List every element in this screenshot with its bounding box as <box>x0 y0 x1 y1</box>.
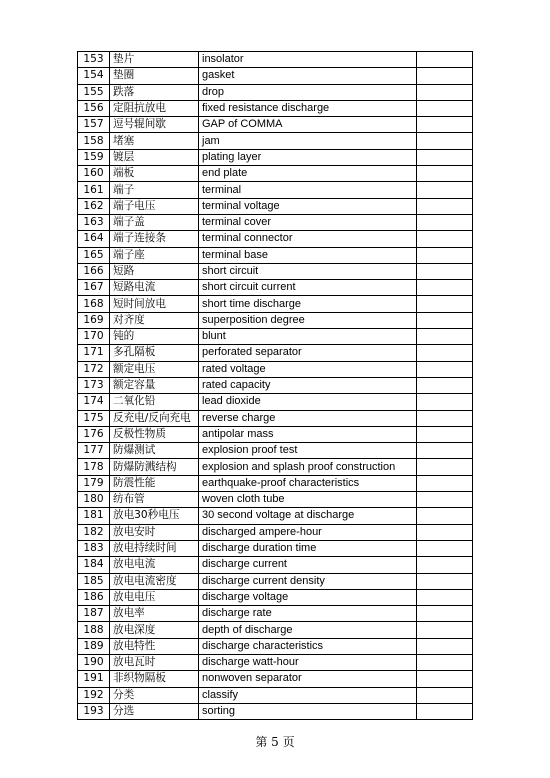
table-row <box>78 280 473 296</box>
notes-cell <box>417 394 473 410</box>
row-number-cell: 165 <box>78 247 110 263</box>
english-term-cell: plating layer <box>199 149 417 165</box>
english-term-cell: antipolar mass <box>199 426 417 442</box>
row-number-cell: 181 <box>78 508 110 524</box>
english-term-cell: terminal voltage <box>199 198 417 214</box>
english-term-cell: reverse charge <box>199 410 417 426</box>
chinese-term-cell: 定阻抗放电 <box>110 100 199 116</box>
table-row <box>78 296 473 312</box>
notes-cell <box>417 524 473 540</box>
row-number-cell: 192 <box>78 687 110 703</box>
english-term-cell: discharge current <box>199 557 417 573</box>
notes-cell <box>417 312 473 328</box>
notes-cell <box>417 654 473 670</box>
english-term-cell: earthquake-proof characteristics <box>199 475 417 491</box>
table-row <box>78 671 473 687</box>
row-number-cell: 178 <box>78 459 110 475</box>
notes-cell <box>417 214 473 230</box>
table-row <box>78 589 473 605</box>
row-number-cell: 179 <box>78 475 110 491</box>
notes-cell <box>417 606 473 622</box>
english-term-cell: discharge watt-hour <box>199 654 417 670</box>
row-number-cell: 173 <box>78 377 110 393</box>
notes-cell <box>417 296 473 312</box>
row-number-cell: 186 <box>78 589 110 605</box>
notes-cell <box>417 671 473 687</box>
notes-cell <box>417 68 473 84</box>
chinese-term-cell: 放电持续时间 <box>110 540 199 556</box>
table-row <box>78 654 473 670</box>
chinese-term-cell: 防震性能 <box>110 475 199 491</box>
row-number-cell: 157 <box>78 117 110 133</box>
chinese-term-cell: 放电电流密度 <box>110 573 199 589</box>
chinese-term-cell: 端板 <box>110 166 199 182</box>
english-term-cell: classify <box>199 687 417 703</box>
chinese-term-cell: 端子 <box>110 182 199 198</box>
table-row <box>78 443 473 459</box>
row-number-cell: 190 <box>78 654 110 670</box>
row-number-cell: 166 <box>78 263 110 279</box>
notes-cell <box>417 557 473 573</box>
table-row <box>78 606 473 622</box>
english-term-cell: terminal connector <box>199 231 417 247</box>
chinese-term-cell: 非织物隔板 <box>110 671 199 687</box>
table-row <box>78 524 473 540</box>
english-term-cell: insolator <box>199 52 417 68</box>
row-number-cell: 188 <box>78 622 110 638</box>
english-term-cell: woven cloth tube <box>199 492 417 508</box>
english-term-cell: rated capacity <box>199 377 417 393</box>
chinese-term-cell: 放电安时 <box>110 524 199 540</box>
chinese-term-cell: 反充电/反向充电 <box>110 410 199 426</box>
english-term-cell: discharged ampere-hour <box>199 524 417 540</box>
table-row <box>78 622 473 638</box>
chinese-term-cell: 纺布管 <box>110 492 199 508</box>
chinese-term-cell: 堵塞 <box>110 133 199 149</box>
row-number-cell: 172 <box>78 361 110 377</box>
notes-cell <box>417 231 473 247</box>
english-term-cell: superposition degree <box>199 312 417 328</box>
notes-cell <box>417 540 473 556</box>
chinese-term-cell: 放电瓦时 <box>110 654 199 670</box>
notes-cell <box>417 589 473 605</box>
english-term-cell: terminal base <box>199 247 417 263</box>
row-number-cell: 156 <box>78 100 110 116</box>
table-row <box>78 459 473 475</box>
english-term-cell: short circuit current <box>199 280 417 296</box>
notes-cell <box>417 149 473 165</box>
chinese-term-cell: 钝的 <box>110 329 199 345</box>
notes-cell <box>417 100 473 116</box>
row-number-cell: 163 <box>78 214 110 230</box>
chinese-term-cell: 逗号辊间歇 <box>110 117 199 133</box>
table-row <box>78 198 473 214</box>
table-row <box>78 52 473 68</box>
table-row <box>78 638 473 654</box>
table-row <box>78 68 473 84</box>
notes-cell <box>417 166 473 182</box>
table-row <box>78 100 473 116</box>
notes-cell <box>417 622 473 638</box>
notes-cell <box>417 508 473 524</box>
table-row <box>78 247 473 263</box>
notes-cell <box>417 443 473 459</box>
chinese-term-cell: 跌落 <box>110 84 199 100</box>
chinese-term-cell: 放电特性 <box>110 638 199 654</box>
row-number-cell: 164 <box>78 231 110 247</box>
notes-cell <box>417 410 473 426</box>
chinese-term-cell: 分类 <box>110 687 199 703</box>
chinese-term-cell: 多孔隔板 <box>110 345 199 361</box>
table-row <box>78 263 473 279</box>
chinese-term-cell: 分选 <box>110 703 199 719</box>
row-number-cell: 183 <box>78 540 110 556</box>
english-term-cell: explosion proof test <box>199 443 417 459</box>
english-term-cell: jam <box>199 133 417 149</box>
row-number-cell: 174 <box>78 394 110 410</box>
row-number-cell: 170 <box>78 329 110 345</box>
english-term-cell: terminal <box>199 182 417 198</box>
english-term-cell: discharge characteristics <box>199 638 417 654</box>
table-row <box>78 231 473 247</box>
chinese-term-cell: 端子电压 <box>110 198 199 214</box>
chinese-term-cell: 短路电流 <box>110 280 199 296</box>
chinese-term-cell: 短路 <box>110 263 199 279</box>
chinese-term-cell: 放电深度 <box>110 622 199 638</box>
row-number-cell: 169 <box>78 312 110 328</box>
table-row <box>78 133 473 149</box>
english-term-cell: gasket <box>199 68 417 84</box>
row-number-cell: 189 <box>78 638 110 654</box>
notes-cell <box>417 475 473 491</box>
english-term-cell: discharge current density <box>199 573 417 589</box>
english-term-cell: end plate <box>199 166 417 182</box>
table-row <box>78 312 473 328</box>
row-number-cell: 180 <box>78 492 110 508</box>
notes-cell <box>417 426 473 442</box>
english-term-cell: short time discharge <box>199 296 417 312</box>
row-number-cell: 187 <box>78 606 110 622</box>
notes-cell <box>417 492 473 508</box>
notes-cell <box>417 638 473 654</box>
table-row <box>78 557 473 573</box>
chinese-term-cell: 防爆测试 <box>110 443 199 459</box>
notes-cell <box>417 182 473 198</box>
table-row <box>78 377 473 393</box>
english-term-cell: short circuit <box>199 263 417 279</box>
row-number-cell: 158 <box>78 133 110 149</box>
notes-cell <box>417 263 473 279</box>
row-number-cell: 167 <box>78 280 110 296</box>
table-row <box>78 426 473 442</box>
table-row <box>78 410 473 426</box>
notes-cell <box>417 573 473 589</box>
table-row <box>78 394 473 410</box>
table-row <box>78 687 473 703</box>
table-row <box>78 214 473 230</box>
notes-cell <box>417 84 473 100</box>
notes-cell <box>417 703 473 719</box>
notes-cell <box>417 52 473 68</box>
notes-cell <box>417 117 473 133</box>
table-row <box>78 149 473 165</box>
chinese-term-cell: 放电30秒电压 <box>110 508 199 524</box>
english-term-cell: sorting <box>199 703 417 719</box>
chinese-term-cell: 对齐度 <box>110 312 199 328</box>
row-number-cell: 159 <box>78 149 110 165</box>
table-row <box>78 508 473 524</box>
notes-cell <box>417 687 473 703</box>
chinese-term-cell: 垫圈 <box>110 68 199 84</box>
chinese-term-cell: 垫片 <box>110 52 199 68</box>
english-term-cell: 30 second voltage at discharge <box>199 508 417 524</box>
english-term-cell: depth of discharge <box>199 622 417 638</box>
table-row <box>78 345 473 361</box>
row-number-cell: 193 <box>78 703 110 719</box>
table-row <box>78 492 473 508</box>
chinese-term-cell: 反极性物质 <box>110 426 199 442</box>
chinese-term-cell: 端子连接条 <box>110 231 199 247</box>
notes-cell <box>417 377 473 393</box>
glossary-table-body <box>78 52 473 720</box>
chinese-term-cell: 短时间放电 <box>110 296 199 312</box>
row-number-cell: 160 <box>78 166 110 182</box>
notes-cell <box>417 280 473 296</box>
row-number-cell: 154 <box>78 68 110 84</box>
chinese-term-cell: 额定容量 <box>110 377 199 393</box>
chinese-term-cell: 放电率 <box>110 606 199 622</box>
table-row <box>78 182 473 198</box>
table-row <box>78 573 473 589</box>
notes-cell <box>417 459 473 475</box>
chinese-term-cell: 放电电流 <box>110 557 199 573</box>
english-term-cell: lead dioxide <box>199 394 417 410</box>
chinese-term-cell: 放电电压 <box>110 589 199 605</box>
english-term-cell: blunt <box>199 329 417 345</box>
row-number-cell: 155 <box>78 84 110 100</box>
table-row <box>78 475 473 491</box>
notes-cell <box>417 133 473 149</box>
notes-cell <box>417 198 473 214</box>
row-number-cell: 191 <box>78 671 110 687</box>
table-row <box>78 361 473 377</box>
table-row <box>78 703 473 719</box>
page-number: 第 5 页 <box>255 735 295 749</box>
english-term-cell: terminal cover <box>199 214 417 230</box>
english-term-cell: discharge rate <box>199 606 417 622</box>
table-row <box>78 117 473 133</box>
chinese-term-cell: 额定电压 <box>110 361 199 377</box>
notes-cell <box>417 329 473 345</box>
notes-cell <box>417 247 473 263</box>
row-number-cell: 161 <box>78 182 110 198</box>
english-term-cell: GAP of COMMA <box>199 117 417 133</box>
row-number-cell: 185 <box>78 573 110 589</box>
table-row <box>78 329 473 345</box>
english-term-cell: perforated separator <box>199 345 417 361</box>
glossary-table <box>77 51 473 720</box>
row-number-cell: 175 <box>78 410 110 426</box>
table-row <box>78 166 473 182</box>
chinese-term-cell: 镀层 <box>110 149 199 165</box>
english-term-cell: discharge duration time <box>199 540 417 556</box>
row-number-cell: 153 <box>78 52 110 68</box>
chinese-term-cell: 二氧化铅 <box>110 394 199 410</box>
row-number-cell: 184 <box>78 557 110 573</box>
chinese-term-cell: 防爆防溅结构 <box>110 459 199 475</box>
row-number-cell: 177 <box>78 443 110 459</box>
english-term-cell: drop <box>199 84 417 100</box>
row-number-cell: 168 <box>78 296 110 312</box>
row-number-cell: 171 <box>78 345 110 361</box>
notes-cell <box>417 345 473 361</box>
table-row <box>78 540 473 556</box>
notes-cell <box>417 361 473 377</box>
english-term-cell: discharge voltage <box>199 589 417 605</box>
english-term-cell: fixed resistance discharge <box>199 100 417 116</box>
table-row <box>78 84 473 100</box>
row-number-cell: 162 <box>78 198 110 214</box>
english-term-cell: rated voltage <box>199 361 417 377</box>
row-number-cell: 176 <box>78 426 110 442</box>
english-term-cell: nonwoven separator <box>199 671 417 687</box>
english-term-cell: explosion and splash proof construction <box>199 459 417 475</box>
chinese-term-cell: 端子座 <box>110 247 199 263</box>
row-number-cell: 182 <box>78 524 110 540</box>
chinese-term-cell: 端子盖 <box>110 214 199 230</box>
